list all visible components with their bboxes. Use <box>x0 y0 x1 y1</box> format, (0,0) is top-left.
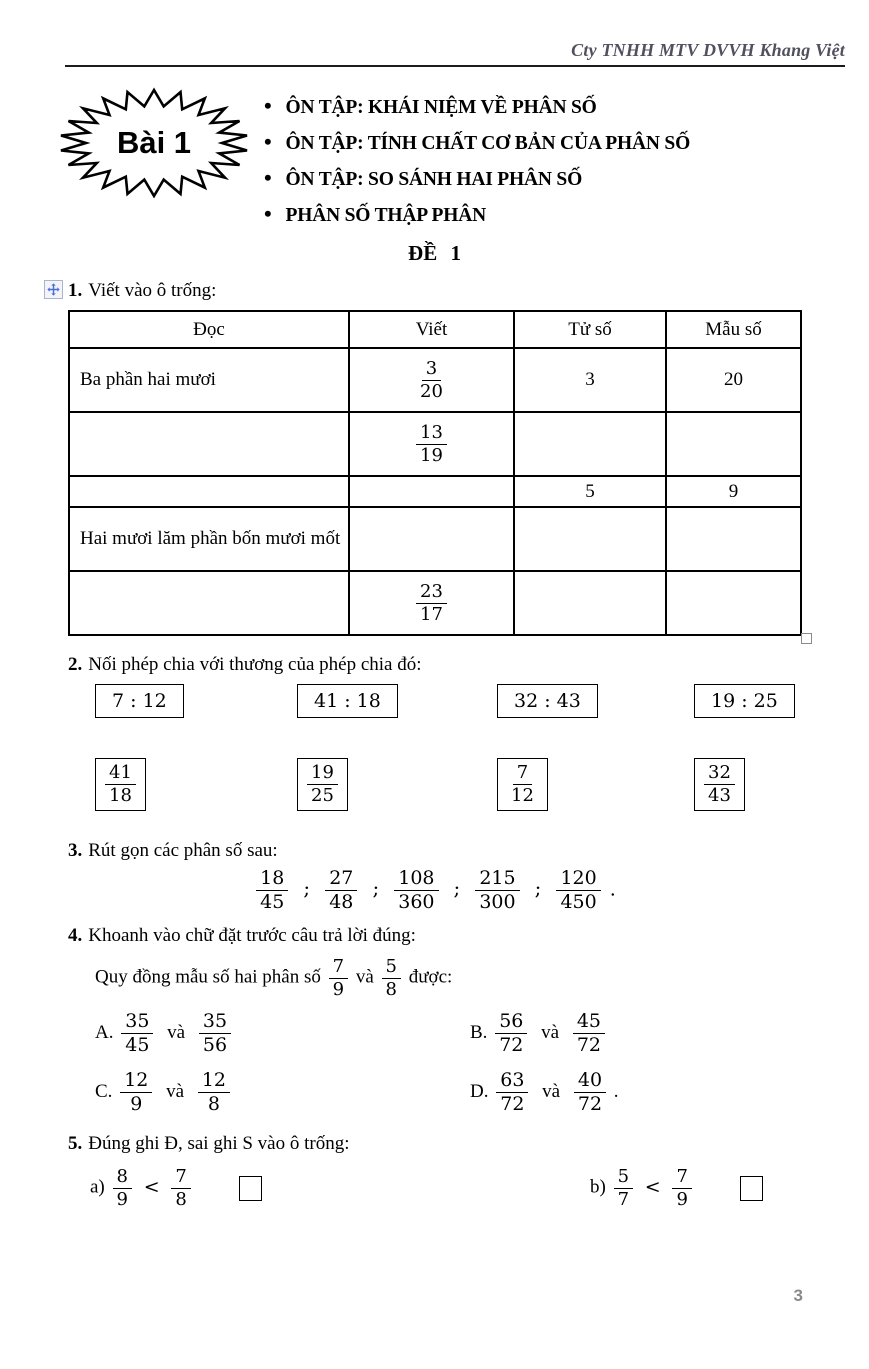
move-arrows-icon <box>47 283 60 296</box>
fraction <box>416 582 447 625</box>
denominator: 72 <box>500 1093 525 1116</box>
q4-subprompt <box>95 957 869 1000</box>
less-than-sign: < <box>644 1175 661 1198</box>
option-c[interactable] <box>95 1070 470 1115</box>
option-a[interactable] <box>95 1011 470 1056</box>
company-name: Cty TNHH MTV DVVH Khang Việt <box>571 40 845 60</box>
topic-label: ÔN TẬP: SO SÁNH HAI PHÂN SỐ <box>285 169 583 190</box>
option-label: C. <box>95 1080 113 1102</box>
denominator: 8 <box>385 978 397 1000</box>
cell-viet[interactable] <box>349 348 514 412</box>
numerator: 5 <box>382 957 401 979</box>
fraction <box>416 423 447 466</box>
denominator: 9 <box>116 1188 128 1210</box>
numerator: 63 <box>496 1070 528 1093</box>
q4-prompt: Khoanh vào chữ đặt trước câu trả lời đúng: <box>88 924 416 946</box>
question-1 <box>0 278 869 636</box>
numerator: 5 <box>614 1167 633 1189</box>
col-header-mau: Mẫu số <box>666 311 801 348</box>
fraction <box>120 1070 152 1115</box>
q4-number: 4. <box>68 924 83 946</box>
numerator: 23 <box>416 582 447 604</box>
numerator: 56 <box>495 1011 527 1034</box>
numerator: 7 <box>513 763 532 785</box>
fraction <box>573 1011 605 1056</box>
fraction <box>475 868 519 913</box>
division-box: 7 : 12 <box>95 684 184 718</box>
denominator: 300 <box>479 890 516 913</box>
topic-item <box>264 125 690 161</box>
numerator: 35 <box>121 1011 153 1034</box>
cell-tu[interactable] <box>514 412 666 476</box>
denominator: 450 <box>560 890 597 913</box>
q5-item-b <box>590 1167 869 1210</box>
q5-number: 5. <box>68 1132 83 1154</box>
topic-label: ÔN TẬP: TÍNH CHẤT CƠ BẢN CỦA PHÂN SỐ <box>285 133 691 154</box>
numerator: 3 <box>422 359 441 381</box>
numerator: 120 <box>556 868 600 891</box>
separator: ; <box>372 876 380 901</box>
bullet-icon: • <box>264 93 272 118</box>
numerator: 41 <box>105 763 136 785</box>
numerator: 45 <box>573 1011 605 1034</box>
numerator: 35 <box>199 1011 231 1034</box>
denominator: 43 <box>708 784 731 806</box>
q1-number: 1. <box>68 280 83 301</box>
fraction <box>704 763 735 806</box>
item-label: a) <box>90 1176 105 1198</box>
separator: ; <box>453 876 461 901</box>
table-resize-handle[interactable] <box>801 633 812 644</box>
q5-items <box>90 1167 869 1210</box>
fraction <box>382 957 401 1000</box>
q1-prompt: Viết vào ô trống: <box>88 280 217 301</box>
separator: ; <box>303 876 311 901</box>
cell-mau[interactable] <box>666 571 801 635</box>
item-label: b) <box>590 1176 606 1198</box>
lesson-badge-label: Bài 1 <box>116 125 192 160</box>
answer-checkbox[interactable] <box>239 1176 262 1201</box>
fraction <box>171 1167 190 1210</box>
q4-options <box>95 1011 869 1115</box>
fraction <box>198 1070 230 1115</box>
option-label: B. <box>470 1022 488 1044</box>
topic-item <box>264 197 690 233</box>
denominator: 17 <box>420 603 443 625</box>
cell-viet[interactable] <box>349 476 514 507</box>
table-row <box>69 348 801 412</box>
cell-tu[interactable]: 3 <box>514 348 666 412</box>
conjunction: và <box>355 966 374 988</box>
fraction <box>556 868 600 913</box>
question-4 <box>0 923 869 1115</box>
topic-list <box>264 87 690 233</box>
fraction <box>199 1011 231 1056</box>
bullet-icon: • <box>264 129 272 154</box>
fraction <box>256 868 288 913</box>
denominator: 45 <box>125 1034 150 1057</box>
fraction <box>416 359 447 402</box>
denominator: 12 <box>511 784 534 806</box>
q2-division-row <box>0 684 869 724</box>
denominator: 25 <box>311 784 334 806</box>
topic-label: ÔN TẬP: KHÁI NIỆM VỀ PHÂN SỐ <box>285 97 597 118</box>
denominator: 72 <box>499 1034 524 1057</box>
col-header-doc: Đọc <box>69 311 349 348</box>
cell-viet[interactable] <box>349 507 514 571</box>
numerator: 7 <box>171 1167 190 1189</box>
q3-prompt-line <box>68 838 869 864</box>
cell-viet[interactable] <box>349 412 514 476</box>
division-box: 19 : 25 <box>694 684 795 718</box>
denominator: 8 <box>175 1188 187 1210</box>
numerator: 12 <box>198 1070 230 1093</box>
cell-tu[interactable] <box>514 571 666 635</box>
cell-tu[interactable] <box>514 507 666 571</box>
denominator: 45 <box>260 890 285 913</box>
cell-mau[interactable] <box>666 412 801 476</box>
q4-sub-suffix: được: <box>408 966 453 988</box>
cell-doc[interactable]: Ba phần hai mươi <box>69 348 349 412</box>
cell-mau[interactable]: 9 <box>666 476 801 507</box>
numerator: 108 <box>394 868 438 891</box>
option-b[interactable] <box>470 1011 869 1056</box>
fraction-box <box>297 758 348 811</box>
q3-prompt: Rút gọn các phân số sau: <box>88 840 278 861</box>
division-box: 41 : 18 <box>297 684 398 718</box>
conjunction: và <box>541 1022 560 1044</box>
denominator: 56 <box>202 1034 228 1057</box>
fraction <box>394 868 438 913</box>
division-box: 32 : 43 <box>497 684 598 718</box>
col-header-tu: Tử số <box>514 311 666 348</box>
topic-item <box>264 161 690 197</box>
q1-prompt-line <box>68 278 869 304</box>
fraction-box <box>497 758 548 811</box>
denominator: 19 <box>420 444 443 466</box>
numerator: 13 <box>416 423 447 445</box>
fraction <box>507 763 538 806</box>
fraction <box>496 1070 528 1115</box>
page-header <box>65 40 845 67</box>
fraction <box>329 957 348 1000</box>
fraction <box>307 763 338 806</box>
terminator: . <box>609 878 616 901</box>
q2-fraction-row <box>0 758 869 828</box>
option-label: A. <box>95 1022 114 1044</box>
numerator: 18 <box>256 868 288 891</box>
fraction <box>614 1167 633 1210</box>
numerator: 40 <box>574 1070 606 1093</box>
q5-prompt-line <box>68 1131 869 1157</box>
denominator: 9 <box>676 1188 688 1210</box>
option-suffix: . <box>613 1080 619 1102</box>
q1-table <box>68 310 802 636</box>
cell-tu[interactable]: 5 <box>514 476 666 507</box>
col-header-viet: Viết <box>349 311 514 348</box>
lesson-badge <box>56 87 256 233</box>
bullet-icon: • <box>264 165 272 190</box>
denominator: 9 <box>332 978 345 1000</box>
fraction <box>495 1011 527 1056</box>
q5-prompt: Đúng ghi Đ, sai ghi S vào ô trống: <box>88 1132 350 1154</box>
question-2 <box>0 652 869 828</box>
q2-prompt: Nối phép chia với thương của phép chia đó: <box>88 654 422 675</box>
table-row <box>69 476 801 507</box>
numerator: 7 <box>672 1167 691 1189</box>
denominator: 9 <box>130 1093 143 1116</box>
cell-mau[interactable]: 20 <box>666 348 801 412</box>
q3-number: 3. <box>68 840 83 861</box>
table-header-row <box>69 311 801 348</box>
cell-doc[interactable] <box>69 476 349 507</box>
q4-sub-prefix: Quy đồng mẫu số hai phân số <box>95 966 321 988</box>
table-row <box>69 507 801 571</box>
option-d[interactable] <box>470 1070 869 1115</box>
numerator: 215 <box>475 868 519 891</box>
conjunction: và <box>166 1080 185 1102</box>
denominator: 8 <box>207 1093 220 1116</box>
q2-number: 2. <box>68 654 83 675</box>
less-than-sign: < <box>143 1175 160 1198</box>
numerator: 12 <box>120 1070 152 1093</box>
denominator: 7 <box>617 1188 630 1210</box>
numerator: 8 <box>113 1167 132 1189</box>
denominator: 360 <box>398 890 435 913</box>
table-row <box>69 571 801 635</box>
denominator: 72 <box>576 1034 601 1057</box>
fraction-box <box>95 758 146 811</box>
cell-doc[interactable] <box>69 412 349 476</box>
numerator: 27 <box>325 868 357 891</box>
denominator: 48 <box>329 890 354 913</box>
lesson-header <box>56 87 869 233</box>
fraction <box>121 1011 153 1056</box>
exam-title: ĐỀ 1 <box>408 241 461 265</box>
numerator: 7 <box>329 957 348 979</box>
page-number: 3 <box>793 1286 803 1305</box>
numerator: 32 <box>704 763 735 785</box>
conjunction: và <box>542 1080 561 1102</box>
denominator: 18 <box>109 784 132 806</box>
fraction <box>672 1167 691 1210</box>
topic-label: PHÂN SỐ THẬP PHÂN <box>285 205 486 226</box>
conjunction: và <box>167 1022 186 1044</box>
cell-doc[interactable] <box>69 571 349 635</box>
answer-checkbox[interactable] <box>740 1176 763 1201</box>
q2-prompt-line <box>68 652 869 678</box>
fraction <box>113 1167 132 1210</box>
table-move-handle[interactable] <box>44 280 63 299</box>
fraction <box>105 763 136 806</box>
table-row <box>69 412 801 476</box>
q5-item-a <box>90 1167 590 1210</box>
denominator: 72 <box>577 1093 603 1116</box>
fraction-box <box>694 758 745 811</box>
topic-item <box>264 89 690 125</box>
cell-mau[interactable] <box>666 507 801 571</box>
separator: ; <box>534 876 542 901</box>
numerator: 19 <box>307 763 338 785</box>
fraction <box>325 868 357 913</box>
question-3 <box>0 838 869 913</box>
q4-prompt-line <box>68 923 869 949</box>
option-label: D. <box>470 1080 489 1102</box>
bullet-icon: • <box>264 201 272 226</box>
denominator: 20 <box>420 380 443 402</box>
fraction <box>574 1070 606 1115</box>
cell-doc[interactable]: Hai mươi lăm phần bốn mươi mốt <box>69 507 349 571</box>
cell-viet[interactable] <box>349 571 514 635</box>
q3-fraction-list <box>0 868 869 913</box>
question-5 <box>0 1131 869 1210</box>
